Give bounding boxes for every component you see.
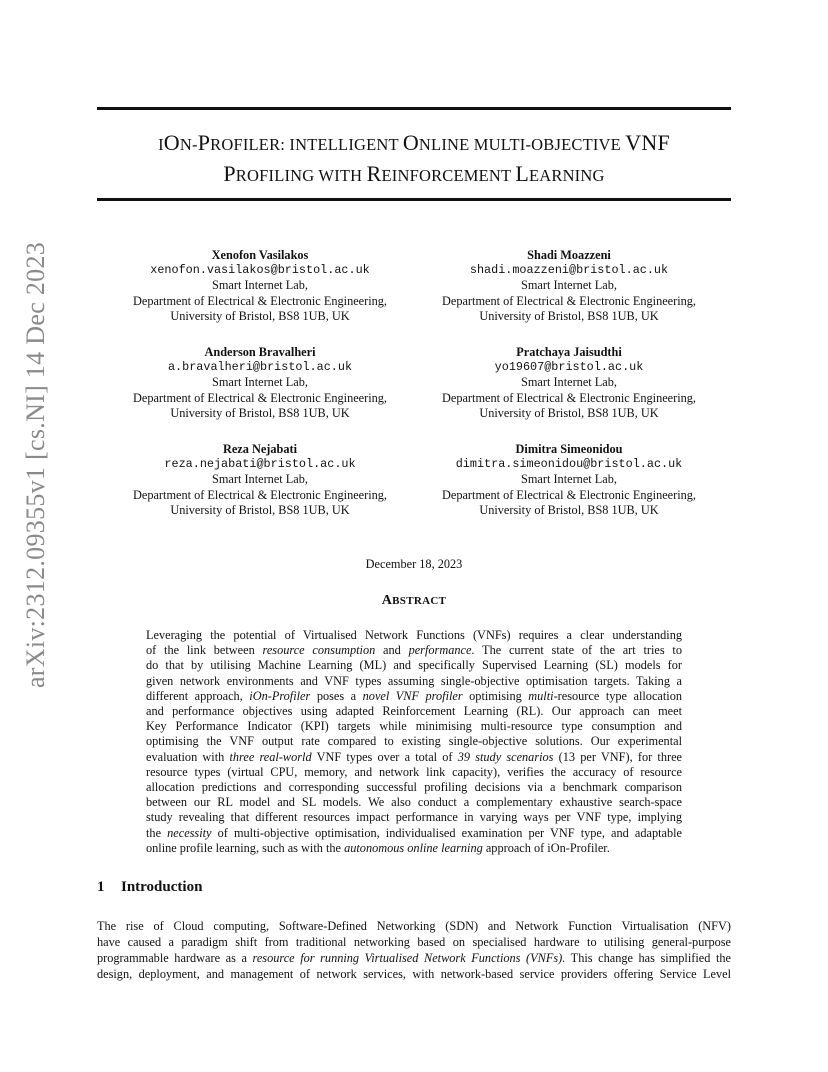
abstract-line: of the link between resource consumption and performance. The current state of the art tries to bbox=[146, 643, 682, 658]
author-card bbox=[414, 345, 724, 421]
author-card bbox=[414, 248, 724, 324]
abstract-line: resource types (virtual CPU, memory, and network link capacity), verifies the accuracy of resource bbox=[146, 764, 682, 779]
author-lab: Smart Internet Lab, bbox=[212, 375, 308, 390]
author-department: Department of Electrical & Electronic Engineering, bbox=[441, 390, 697, 405]
arxiv-identifier-text: arXiv:2312.09355v1 [cs.NI] 14 Dec 2023 bbox=[21, 241, 50, 689]
abstract-line: between our RL model and SL models. We also conduct a complementary exhaustive search-space bbox=[146, 795, 682, 810]
intro-line: The rise of Cloud computing, Software-Defined Networking (SDN) and Network Function Virtualisation (NFV) bbox=[97, 919, 731, 933]
abstract-heading: ABSTRACT bbox=[381, 593, 447, 608]
author-department: Department of Electrical & Electronic Engineering, bbox=[132, 487, 388, 502]
author-university: University of Bristol, BS8 1UB, UK bbox=[170, 502, 350, 517]
author-department: Department of Electrical & Electronic Engineering, bbox=[132, 390, 388, 405]
abstract-line: different approach, iOn-Profiler poses a novel VNF profiler optimising multi-resource type allocation bbox=[146, 688, 682, 703]
paper-title-line-1: ION-PROFILER: INTELLIGENT ONLINE MULTI-OBJECTIVE VNF bbox=[158, 130, 670, 155]
intro-paragraph bbox=[97, 918, 731, 982]
abstract-line: Leveraging the potential of Virtualised Network Functions (VNFs) requires a clear understanding bbox=[146, 628, 682, 642]
author-university: University of Bristol, BS8 1UB, UK bbox=[479, 502, 659, 517]
abstract-line: study revealing that different resources impact performance in varying ways per VNF type, implying bbox=[146, 810, 682, 825]
author-name: Shadi Moazzeni bbox=[527, 248, 611, 262]
author-university: University of Bristol, BS8 1UB, UK bbox=[479, 405, 659, 420]
author-email: yo19607@bristol.ac.uk bbox=[494, 360, 644, 375]
author-card bbox=[414, 442, 724, 518]
paper-title bbox=[97, 128, 731, 190]
section-number: 1 bbox=[97, 879, 105, 895]
abstract-line: given network environments and VNF types assuming single-objective optimisation targets. Taking a bbox=[146, 673, 682, 688]
author-name: Dimitra Simeonidou bbox=[515, 442, 623, 456]
paper-title-line-2: PROFILING WITH REINFORCEMENT LEARNING bbox=[223, 161, 605, 186]
author-card bbox=[105, 248, 415, 324]
author-lab: Smart Internet Lab, bbox=[212, 472, 308, 487]
author-lab: Smart Internet Lab, bbox=[521, 375, 617, 390]
author-name: Anderson Bravalheri bbox=[204, 345, 316, 359]
author-name: Xenofon Vasilakos bbox=[211, 248, 309, 262]
intro-line: programmable hardware as a resource for running Virtualised Network Functions (VNFs). This change has simplified the bbox=[97, 951, 731, 965]
abstract-line: evaluation with three real-world VNF types over a total of 39 study scenarios (13 per VNF), for three bbox=[146, 749, 682, 764]
abstract-line: allocation predictions and corresponding successful profiling decisions via a benchmark comparison bbox=[146, 780, 682, 795]
author-lab: Smart Internet Lab, bbox=[521, 472, 617, 487]
abstract-line: optimising the VNF output rate compared to existing single-objective solutions. Our experimental bbox=[146, 734, 682, 749]
author-name: Reza Nejabati bbox=[222, 442, 298, 456]
title-top-rule bbox=[97, 107, 731, 110]
author-card bbox=[105, 345, 415, 421]
intro-line: design, deployment, and management of network services, with network-based service providers offering Service Level bbox=[97, 967, 731, 981]
author-university: University of Bristol, BS8 1UB, UK bbox=[170, 405, 350, 420]
author-email: dimitra.simeonidou@bristol.ac.uk bbox=[455, 457, 683, 472]
author-university: University of Bristol, BS8 1UB, UK bbox=[170, 308, 350, 323]
section-heading bbox=[97, 879, 202, 896]
abstract-line: and performance objectives using adapted Reinforcement Learning (RL). Our approach can meet bbox=[146, 704, 682, 719]
author-department: Department of Electrical & Electronic Engineering, bbox=[441, 293, 697, 308]
abstract-line: online profile learning, such as with the autonomous online learning approach of iOn-Profiler. bbox=[146, 840, 610, 855]
intro-line: have caused a paradigm shift from traditional networking based on specialised hardware to utilising general-purpose bbox=[97, 935, 731, 949]
title-bottom-rule bbox=[97, 198, 731, 201]
author-email: reza.nejabati@bristol.ac.uk bbox=[164, 457, 356, 472]
author-department: Department of Electrical & Electronic Engineering, bbox=[441, 487, 697, 502]
author-email: xenofon.vasilakos@bristol.ac.uk bbox=[150, 263, 370, 278]
abstract-line: Key Performance Indicator (KPI) targets while minimising multi-resource type consumption and bbox=[146, 719, 682, 734]
abstract-body bbox=[146, 628, 682, 856]
abstract-line: do that by utilising Machine Learning (ML) and specifically Supervised Learning (SL) models for bbox=[146, 658, 682, 673]
section-title: Introduction bbox=[121, 879, 203, 895]
abstract-line: the necessity of multi-objective optimisation, individualised examination per VNF type, and adaptable bbox=[146, 825, 682, 840]
author-email: shadi.moazzeni@bristol.ac.uk bbox=[469, 263, 669, 278]
author-email: a.bravalheri@bristol.ac.uk bbox=[167, 360, 353, 375]
author-name: Pratchaya Jaisudthi bbox=[516, 345, 622, 359]
author-card bbox=[105, 442, 415, 518]
author-department: Department of Electrical & Electronic Engineering, bbox=[132, 293, 388, 308]
author-lab: Smart Internet Lab, bbox=[212, 278, 308, 293]
author-university: University of Bristol, BS8 1UB, UK bbox=[479, 308, 659, 323]
author-lab: Smart Internet Lab, bbox=[521, 278, 617, 293]
publication-date: December 18, 2023 bbox=[365, 557, 463, 571]
